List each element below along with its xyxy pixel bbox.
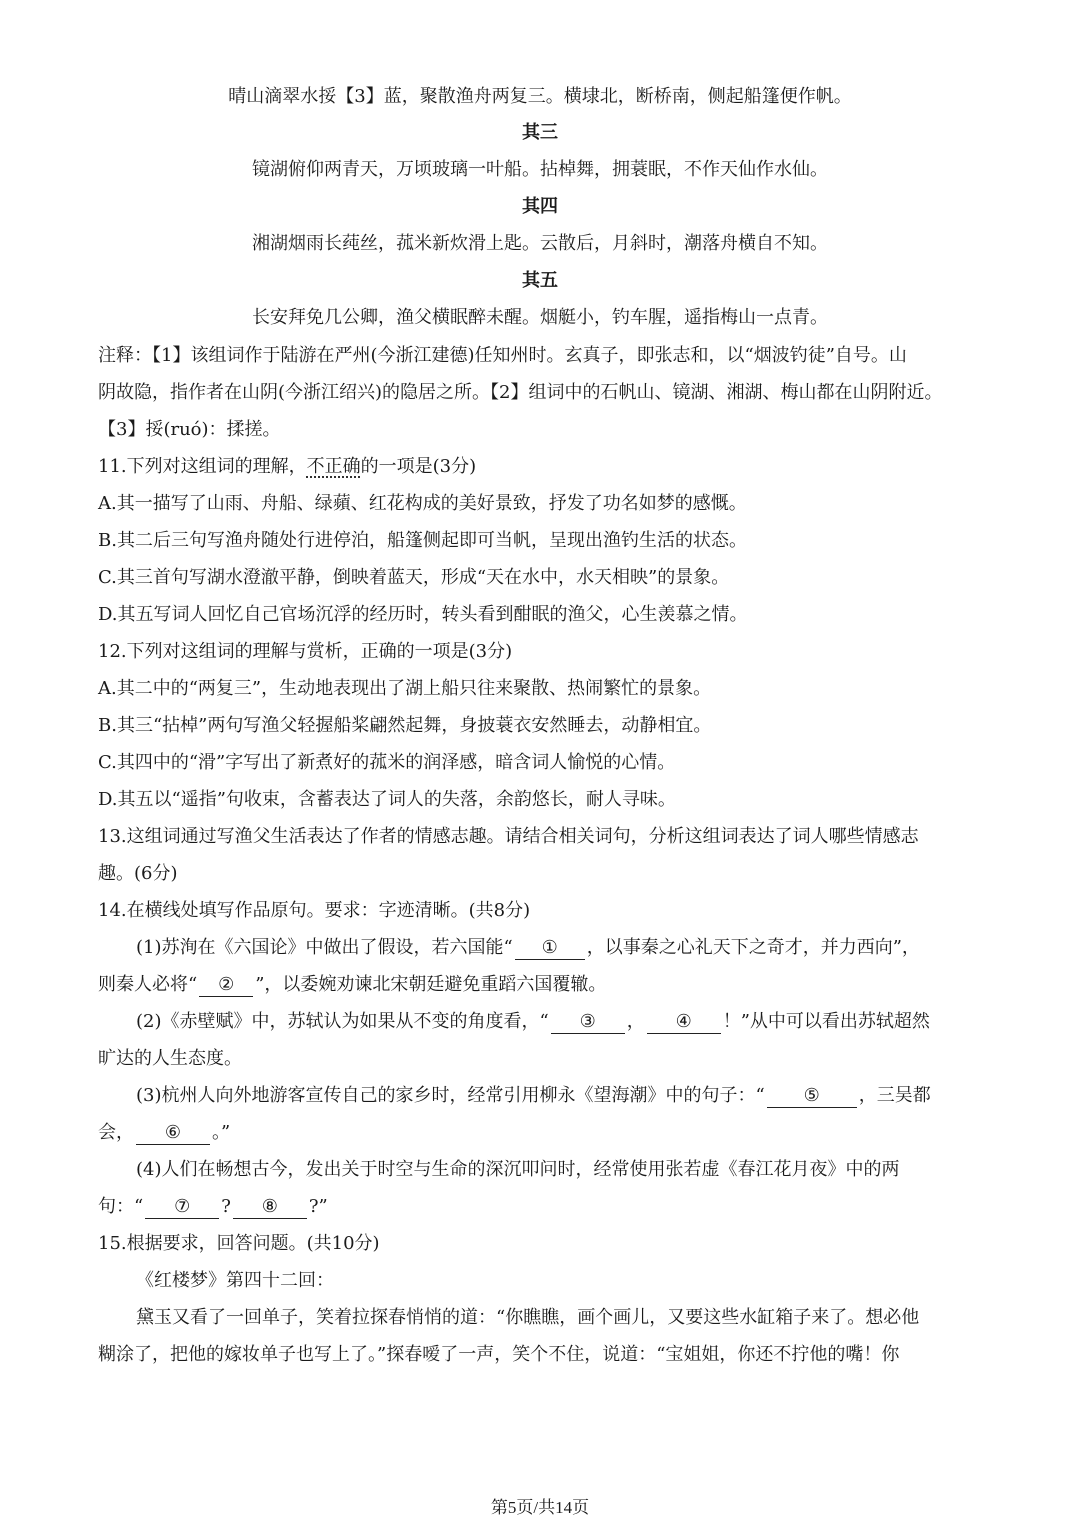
q14-p3-text-c: 会， — [98, 1122, 134, 1143]
q12-stem: 12.下列对这组词的理解与赏析，正确的一项是(3分) — [98, 641, 513, 662]
q12-option-d: D.其五以“遥指”句收束，含蓄表达了词人的失落，余韵悠长，耐人寻味。 — [98, 789, 676, 810]
q15-source: 《红楼梦》第四十二回： — [136, 1270, 334, 1291]
poem-line-5: 长安拜免几公卿，渔父横眠醉未醒。烟艇小，钓车腥，遥指梅山一点青。 — [252, 307, 828, 328]
notes-line-1: 注释：【1】该组词作于陆游在严州(今浙江建德)任知州时。玄真子，即张志和，以“烟波钓徒”自号。山 — [98, 345, 907, 366]
q11-stem-b: 的一项是(3分) — [360, 456, 477, 477]
q11-option-b: B.其二后三句写渔舟随处行进停泊，船篷侧起即可当帆，呈现出渔钓生活的状态。 — [98, 530, 747, 551]
q15-stem: 15.根据要求，回答问题。(共10分) — [98, 1233, 380, 1254]
q14-p1-text-d: ”，以委婉劝谏北宋朝廷避免重蹈六国覆辙。 — [255, 974, 607, 995]
q14-part-3 — [136, 1083, 931, 1109]
q14-p4-question: ? — [221, 1196, 231, 1217]
poem-title-5: 其五 — [522, 270, 558, 291]
q14-p1-text-a: (1)苏洵在《六国论》中做出了假设，若六国能“ — [136, 937, 513, 958]
q14-p3-text-a: (3)杭州人向外地游客宣传自己的家乡时，经常引用柳永《望海潮》中的句子：“ — [136, 1085, 765, 1106]
notes-line-2: 阴故隐，指作者在山阴(今浙江绍兴)的隐居之所。【2】组词中的石帆山、镜湖、湘湖、梅山都在山阴附近。 — [98, 382, 943, 403]
q11-stem-a: 11.下列对这组词的理解， — [98, 456, 307, 477]
q14-p1-text-c: 则秦人必将“ — [98, 974, 198, 995]
q14-p4-text-b: 句：“ — [98, 1196, 144, 1217]
q12-option-a: A.其二中的“两复三”，生动地表现出了湖上船只往来聚散、热闹繁忙的景象。 — [98, 678, 712, 699]
q14-p1-text-b: ，以事秦之心礼天下之奇才，并力西向”， — [586, 937, 920, 958]
q12-option-b: B.其三“拈棹”两句写渔父轻握船桨翩然起舞，身披蓑衣安然睡去，动静相宜。 — [98, 715, 712, 736]
q14-p2-text-a: (2)《赤壁赋》中，苏轼认为如果从不变的角度看，“ — [136, 1011, 549, 1032]
blank-6[interactable]: ⑥ — [136, 1122, 210, 1145]
notes-line-3: 【3】挼(ruó)：揉搓。 — [98, 419, 281, 440]
q13-line-2: 趣。(6分) — [98, 863, 178, 884]
q11-stem-emphasis: 不正确 — [306, 456, 361, 477]
q14-part-1-cont — [98, 972, 606, 998]
q14-part-4-cont — [98, 1194, 328, 1220]
q14-part-2 — [136, 1009, 930, 1035]
q14-part-1 — [136, 935, 920, 961]
poem-line-4: 湘湖烟雨长莼丝，菰米新炊滑上匙。云散后，月斜时，潮落舟横自不知。 — [252, 233, 828, 254]
page-number: 第5页/共14页 — [490, 1498, 590, 1517]
blank-8[interactable]: ⑧ — [233, 1196, 307, 1219]
q14-stem: 14.在横线处填写作品原句。要求：字迹清晰。(共8分) — [98, 900, 531, 921]
blank-5[interactable]: ⑤ — [767, 1085, 857, 1108]
poem-line-3: 镜湖俯仰两青天，万顷玻璃一叶船。拈棹舞，拥蓑眠，不作天仙作水仙。 — [252, 159, 828, 180]
poem-line-2: 晴山滴翠水挼【3】蓝，聚散渔舟两复三。横埭北，断桥南，侧起船篷便作帆。 — [228, 86, 852, 107]
poem-title-4: 其四 — [522, 196, 558, 217]
q11-stem — [98, 454, 476, 480]
poem-title-3: 其三 — [522, 122, 558, 143]
q11-option-a: A.其一描写了山雨、舟船、绿蘋、红花构成的美好景致，抒发了功名如梦的感慨。 — [98, 493, 747, 514]
q14-p4-text-a: (4)人们在畅想古今，发出关于时空与生命的深沉叩问时，经常使用张若虚《春江花月夜》中的两 — [136, 1159, 900, 1180]
q14-p2-sep: ， — [626, 1011, 645, 1032]
blank-3[interactable]: ③ — [551, 1011, 625, 1034]
blank-1[interactable]: ① — [515, 937, 585, 960]
q14-p3-text-b: ，三吴都 — [858, 1085, 931, 1106]
q11-option-d: D.其五写词人回忆自己官场沉浮的经历时，转头看到酣眠的渔父，心生羡慕之情。 — [98, 604, 748, 625]
blank-7[interactable]: ⑦ — [145, 1196, 219, 1219]
blank-2[interactable]: ② — [199, 974, 253, 997]
q14-p2-text-b: ！”从中可以看出苏轼超然 — [722, 1011, 930, 1032]
q15-passage-line-2: 糊涂了，把他的嫁妆单子也写上了。”探春嗳了一声，笑个不住，说道：“宝姐姐，你还不拧他的嘴！你 — [98, 1344, 900, 1365]
q14-p2-text-c: 旷达的人生态度。 — [98, 1048, 242, 1069]
q15-passage-line-1: 黛玉又看了一回单子，笑着拉探春悄悄的道：“你瞧瞧，画个画儿，又要这些水缸箱子来了。想必他 — [136, 1307, 920, 1328]
q12-option-c: C.其四中的“滑”字写出了新煮好的菰米的润泽感，暗含词人愉悦的心情。 — [98, 752, 676, 773]
q14-p3-text-d: 。” — [212, 1122, 231, 1143]
q11-option-c: C.其三首句写湖水澄澈平静，倒映着蓝天，形成“天在水中，水天相映”的景象。 — [98, 567, 730, 588]
blank-4[interactable]: ④ — [647, 1011, 721, 1034]
q14-p4-text-c: ?” — [308, 1196, 328, 1217]
q13-line-1: 13.这组词通过写渔父生活表达了作者的情感志趣。请结合相关词句，分析这组词表达了词人哪些情感志 — [98, 826, 919, 847]
q14-part-3-cont — [98, 1120, 230, 1146]
